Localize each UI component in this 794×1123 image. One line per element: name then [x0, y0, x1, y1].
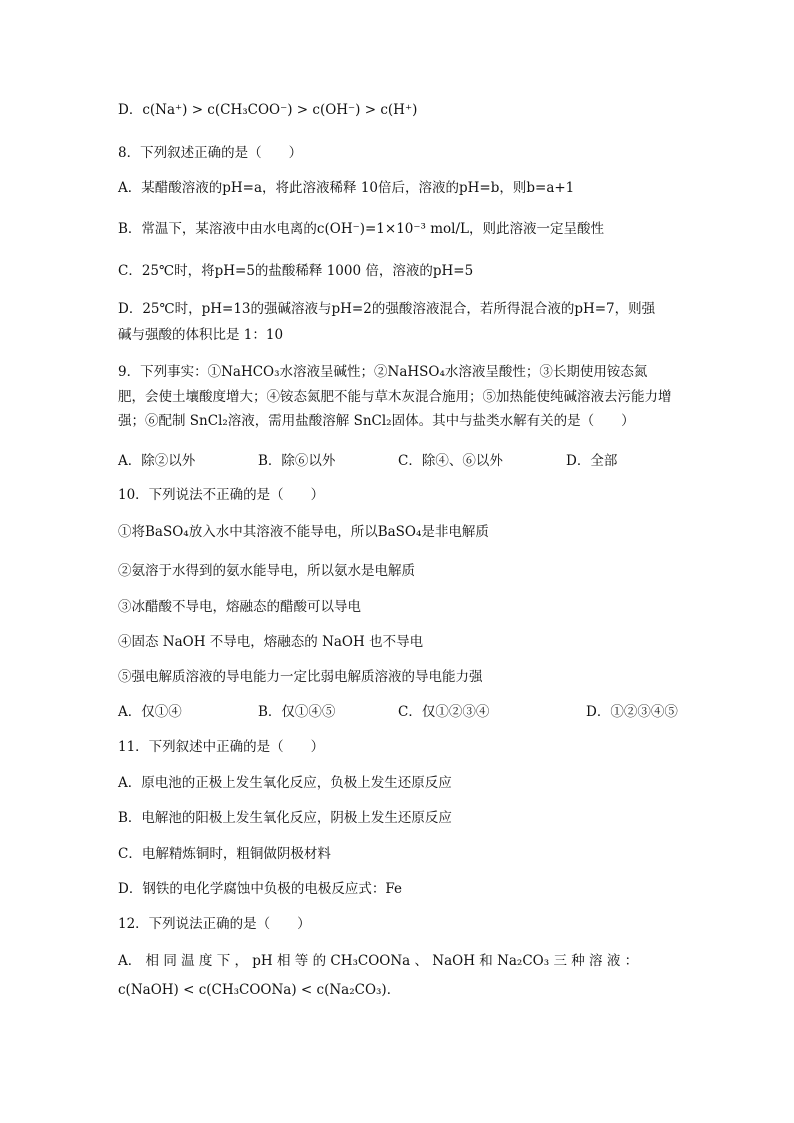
q12-option-a-cont: c(NaOH) < c(CH₃COONa) < c(Na₂CO₃)． [118, 982, 401, 998]
q10-option-d: D．①②③④⑤ [586, 704, 678, 720]
q10-option-c: C．仅①②③④ [398, 704, 490, 720]
q9-stem-line2: 肥，会使土壤酸度增大；④铵态氮肥不能与草木灰混合施用；⑤加热能使纯碱溶液去污能力增 [118, 389, 672, 405]
q9-option-c: C．除④、⑥以外 [398, 453, 503, 469]
q7-option-d: D．c(Na⁺) > c(CH₃COO⁻) > c(OH⁻) > c(H⁺) [118, 102, 418, 118]
q9-option-a: A．除②以外 [118, 453, 196, 469]
q12-stem: 12．下列说法正确的是（ ） [118, 916, 311, 932]
q8-stem: 8．下列叙述正确的是（ ） [118, 145, 303, 161]
q11-option-d: D．钢铁的电化学腐蚀中负极的电极反应式：Fe [118, 881, 402, 897]
q10-option-b: B．仅①④⑤ [258, 704, 336, 720]
q11-option-a: A．原电池的正极上发生氧化反应，负极上发生还原反应 [118, 775, 452, 791]
q11-option-c: C．电解精炼铜时，粗铜做阴极材料 [118, 846, 331, 862]
q11-stem: 11．下列叙述中正确的是（ ） [118, 739, 325, 755]
q9-stem-line3: 强；⑥配制 SnCl₂溶液，需用盐酸溶解 SnCl₂固体。其中与盐类水解有关的是（ ） [118, 413, 635, 429]
q10-statement-1: ①将BaSO₄放入水中其溶液不能导电，所以BaSO₄是非电解质 [118, 524, 489, 540]
q10-statement-4: ④固态 NaOH 不导电，熔融态的 NaOH 也不导电 [118, 634, 424, 650]
q12-option-a: A． 相 同 温 度 下 ， pH 相 等 的 CH₃COONa 、 NaOH 和 Na₂CO₃ 三 种 溶 液 ： [118, 953, 639, 969]
q8-option-c: C．25℃时，将pH=5的盐酸稀释 1000 倍，溶液的pH=5 [118, 263, 474, 279]
q9-options [118, 451, 684, 471]
q9-option-d: D．全部 [566, 453, 618, 469]
q8-option-d: D．25℃时，pH=13的强碱溶液与pH=2的强酸溶液混合，若所得混合液的pH=7，则强 [118, 301, 656, 317]
q11-option-b: B．电解池的阳极上发生氧化反应，阴极上发生还原反应 [118, 810, 452, 826]
q10-stem: 10．下列说法不正确的是（ ） [118, 487, 325, 503]
q8-option-a: A．某醋酸溶液的pH=a，将此溶液稀释 10倍后，溶液的pH=b，则b=a+1 [118, 180, 575, 196]
q9-stem: 9．下列事实：①NaHCO₃水溶液呈碱性；②NaHSO₄水溶液呈酸性；③长期使用铵态氮 [118, 364, 648, 380]
q10-statement-3: ③冰醋酸不导电，熔融态的醋酸可以导电 [118, 599, 361, 615]
q8-option-b: B．常温下，某溶液中由水电离的c(OH⁻)=1×10⁻³ mol/L，则此溶液一定呈酸性 [118, 221, 604, 237]
q10-options [118, 702, 684, 722]
q10-statement-5: ⑤强电解质溶液的导电能力一定比弱电解质溶液的导电能力强 [118, 669, 483, 685]
q10-statement-2: ②氨溶于水得到的氨水能导电，所以氨水是电解质 [118, 563, 415, 579]
q9-option-b: B．除⑥以外 [258, 453, 336, 469]
q8-option-d-cont: 碱与强酸的体积比是 1：10 [118, 327, 284, 343]
q10-option-a: A．仅①④ [118, 704, 182, 720]
